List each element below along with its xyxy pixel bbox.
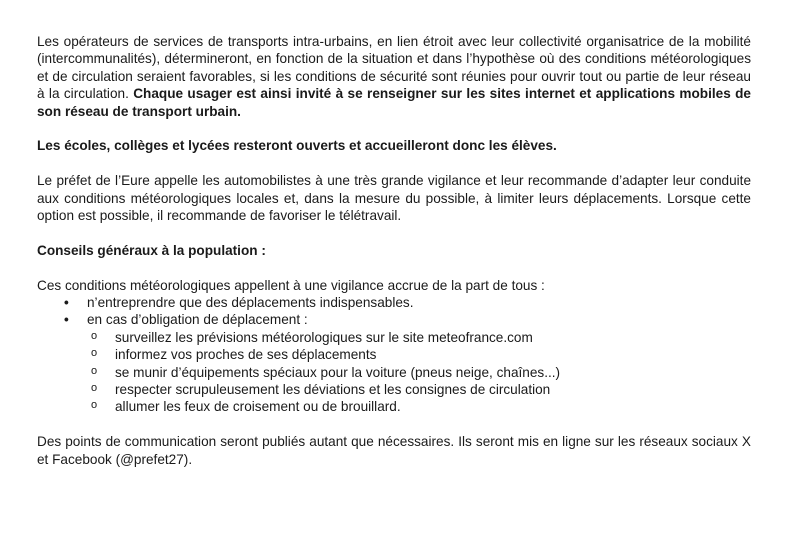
sub-list-item-text: respecter scrupuleusement les déviations et les consignes de circulation xyxy=(115,382,551,398)
paragraph-communication: Des points de communication seront publiés autant que nécessaires. Ils seront mis en ligne sur les réseaux sociaux X et Facebook (@prefet27). xyxy=(37,434,751,467)
sub-list-item-text: allumer les feux de croisement ou de brouillard. xyxy=(115,399,401,415)
paragraph-transports-text: Les opérateurs de services de transports intra-urbains, en lien étroit avec leur collectivité organisatrice de la mobilité (intercommunalités), détermineront, en fonction de la situation et dans l’hypothèse où des conditions météorologiques et de circulation seraient favorables, si les conditions de sécurité sont réunies pour ouvrir tout ou partie de leur réseau à la circulation. xyxy=(37,34,751,102)
sub-list-item-text: informez vos proches de ses déplacements xyxy=(115,347,377,363)
sub-list-item xyxy=(87,364,751,381)
paragraph-prefect: Le préfet de l’Eure appelle les automobilistes à une très grande vigilance et leur recommande d’adapter leur conduite aux conditions météorologiques locales et, dans la mesure du possible, à limiter leurs déplacements. Lorsque cette option est possible, il recommande de favoriser le télétravail. xyxy=(37,173,751,224)
sub-list-item xyxy=(87,381,751,398)
bullet-icon: • xyxy=(64,295,69,311)
list-item-text: n’entreprendre que des déplacements indispensables. xyxy=(87,295,414,311)
circle-bullet-icon: o xyxy=(91,399,98,412)
circle-bullet-icon: o xyxy=(91,329,98,342)
bullet-icon: • xyxy=(64,312,69,328)
paragraph-transports xyxy=(37,33,751,120)
paragraph-schools xyxy=(37,137,751,154)
sub-list-item-text: surveillez les prévisions météorologiques sur le site meteofrance.com xyxy=(115,329,533,345)
sub-list-item xyxy=(87,346,751,363)
sub-list-item-text: se munir d’équipements spéciaux pour la voiture (pneus neige, chaînes...) xyxy=(115,364,561,380)
list-item xyxy=(37,294,751,311)
sub-list-item xyxy=(87,329,751,346)
section-heading-text: Conseils généraux à la population : xyxy=(37,242,266,258)
circle-bullet-icon: o xyxy=(91,364,98,377)
circle-bullet-icon: o xyxy=(91,382,98,395)
paragraph-schools-bold: Les écoles, collèges et lycées resteront ouverts et accueilleront donc les élèves. xyxy=(37,138,557,154)
sub-list-item xyxy=(87,398,751,415)
list-item xyxy=(37,311,751,415)
advice-list xyxy=(37,294,751,416)
list-intro: Ces conditions météorologiques appellent à une vigilance accrue de la part de tous : xyxy=(37,277,545,293)
document-page xyxy=(37,33,751,468)
list-item-text: en cas d’obligation de déplacement : xyxy=(87,312,308,328)
paragraph-transports-bold: Chaque usager est ainsi invité à se renseigner sur les sites internet et applications mobiles de son réseau de transport urbain. xyxy=(37,86,751,119)
sub-advice-list xyxy=(87,329,751,416)
section-heading xyxy=(37,242,751,259)
circle-bullet-icon: o xyxy=(91,347,98,360)
